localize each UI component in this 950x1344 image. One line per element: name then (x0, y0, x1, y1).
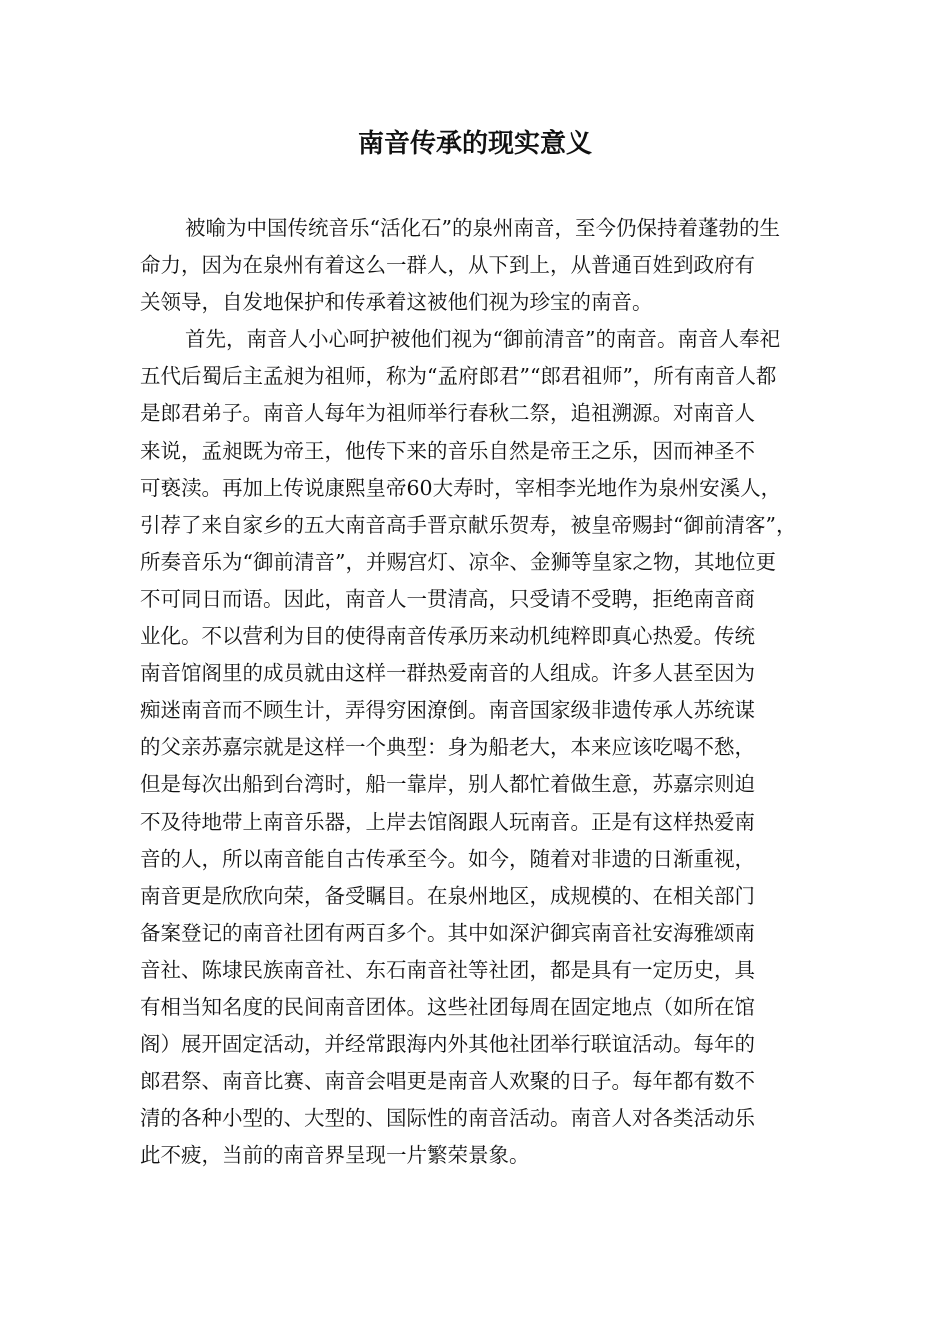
paragraph-line: 音的人，所以南音能自古传承至今。如今，随着对非遗的日渐重视， (140, 846, 755, 871)
paragraph-line: 关领导，自发地保护和传承着这被他们视为珍宝的南音。 (140, 290, 653, 315)
paragraph-line: 清的各种小型的、大型的、国际性的南音活动。南音人对各类活动乐 (140, 1106, 755, 1131)
paragraph-line: 是郎君弟子。南音人每年为祖师举行春秋二祭，追祖溯源。对南音人 (140, 401, 755, 426)
paragraph-line: 所奏音乐为“御前清音”，并赐宫灯、凉伞、金狮等皇家之物，其地位更 (140, 549, 776, 574)
paragraph-line: 不可同日而语。因此，南音人一贯清高，只受请不受聘，拒绝南音商 (140, 586, 755, 611)
paragraph-line: 音社、陈埭民族南音社、东石南音社等社团，都是具有一定历史，具 (140, 957, 755, 982)
paragraph-line: 可亵渎。再加上传说康熙皇帝60大寿时，宰相李光地作为泉州安溪人， (140, 475, 782, 500)
paragraph-line: 的父亲苏嘉宗就是这样一个典型：身为船老大，本来应该吃喝不愁， (140, 735, 755, 760)
paragraph-line: 阁）展开固定活动，并经常跟海内外其他社团举行联谊活动。每年的 (140, 1032, 755, 1057)
document-title: 南音传承的现实意义 (357, 129, 592, 159)
paragraph-line: 有相当知名度的民间南音团体。这些社团每周在固定地点（如所在馆 (140, 994, 755, 1019)
paragraph-line: 备案登记的南音社团有两百多个。其中如深沪御宾南音社安海雅颂南 (140, 920, 755, 945)
document-body (140, 210, 840, 1174)
paragraph-line: 被喻为中国传统音乐“活化石”的泉州南音，至今仍保持着蓬勃的生 (185, 216, 780, 240)
paragraph-line: 痴迷南音而不顾生计，弄得穷困潦倒。南音国家级非遗传承人苏统谋 (140, 698, 755, 723)
paragraph-line: 五代后蜀后主孟昶为祖师，称为“孟府郎君”“郎君祖师”，所有南音人都 (140, 364, 777, 389)
paragraph-line: 此不疲，当前的南音界呈现一片繁荣景象。 (140, 1143, 530, 1168)
paragraph-line: 来说，孟昶既为帝王，他传下来的音乐自然是帝王之乐，因而神圣不 (140, 438, 755, 463)
paragraph-line: 首先，南音人小心呵护被他们视为“御前清音”的南音。南音人奉祀 (185, 327, 780, 352)
paragraph-line: 命力，因为在泉州有着这么一群人，从下到上，从普通百姓到政府有 (140, 253, 755, 278)
paragraph-line: 南音馆阁里的成员就由这样一群热爱南音的人组成。许多人甚至因为 (140, 661, 755, 686)
paragraph-line: 业化。不以营利为目的使得南音传承历来动机纯粹即真心热爱。传统 (140, 624, 755, 649)
paragraph-line: 不及待地带上南音乐器，上岸去馆阁跟人玩南音。正是有这样热爱南 (140, 809, 755, 834)
paragraph-line: 引荐了来自家乡的五大南音高手晋京献乐贺寿，被皇帝赐封“御前清客”， (140, 512, 797, 537)
paragraph-line: 郎君祭、南音比赛、南音会唱更是南音人欢聚的日子。每年都有数不 (140, 1069, 755, 1094)
paragraph-line: 南音更是欣欣向荣，备受瞩目。在泉州地区，成规模的、在相关部门 (140, 883, 755, 908)
paragraph-line: 但是每次出船到台湾时，船一靠岸，别人都忙着做生意，苏嘉宗则迫 (140, 772, 755, 797)
